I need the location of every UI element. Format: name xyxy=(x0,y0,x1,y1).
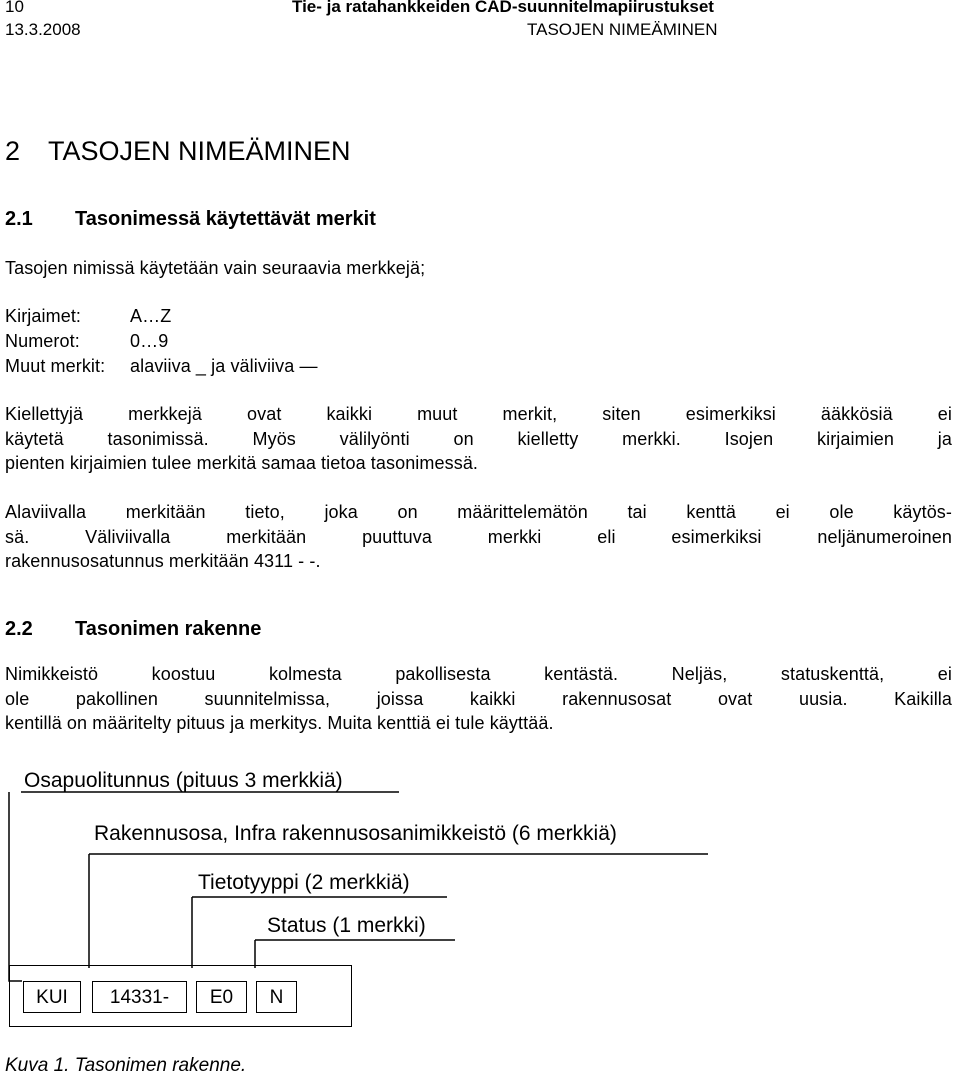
section-number: 2.1 xyxy=(5,208,33,230)
chapter-title: TASOJEN NIMEÄMINEN xyxy=(48,136,351,166)
paragraph-line: Alaviivalla merkitään tieto, joka on määrittelemätön tai kenttä ei ole käytös- xyxy=(5,502,952,522)
paragraph-line: rakennusosatunnus merkitään 4311 - -. xyxy=(5,551,321,571)
field-building-component: 14331- xyxy=(92,981,187,1013)
section-title: Tasonimen rakenne xyxy=(75,618,262,640)
paragraph-line: sä. Väliviivalla merkitään puuttuva merkki eli esimerkiksi neljänumeroinen xyxy=(5,527,952,547)
chars-value-letters: A…Z xyxy=(130,306,172,326)
figure-caption: Kuva 1. Tasonimen rakenne. xyxy=(5,1055,247,1076)
section-title: Tasonimessä käytettävät merkit xyxy=(75,208,376,230)
label-building-component: Rakennusosa, Infra rakennusosanimikkeistö (6 merkkiä) xyxy=(94,822,617,845)
chapter-number: 2 xyxy=(5,136,21,166)
paragraph-line: pienten kirjaimien tulee merkitä samaa tietoa tasonimessä. xyxy=(5,453,479,473)
header-section-title: TASOJEN NIMEÄMINEN xyxy=(527,20,718,39)
chars-label-numbers: Numerot: xyxy=(5,331,80,351)
field-status: N xyxy=(256,981,297,1013)
paragraph-line: ole pakollinen suunnitelmissa, joissa kaikki rakennusosat ovat uusia. Kaikilla xyxy=(5,689,952,709)
paragraph-line: Kiellettyjä merkkejä ovat kaikki muut merkit, siten esimerkiksi ääkkösiä ei xyxy=(5,404,952,424)
chars-value-other: alaviiva _ ja väliviiva — xyxy=(130,356,318,376)
header-date: 13.3.2008 xyxy=(5,20,81,39)
label-data-type: Tietotyyppi (2 merkkiä) xyxy=(198,871,410,894)
label-status: Status (1 merkki) xyxy=(267,914,426,937)
section-intro: Tasojen nimissä käytetään vain seuraavia merkkejä; xyxy=(5,258,426,278)
page-number: 10 xyxy=(5,0,24,16)
field-party-code: KUI xyxy=(23,981,81,1013)
paragraph-line: kentillä on määritelty pituus ja merkitys. Muita kenttiä ei tule käyttää. xyxy=(5,713,554,733)
chars-label-letters: Kirjaimet: xyxy=(5,306,82,326)
label-party-code: Osapuolitunnus (pituus 3 merkkiä) xyxy=(24,769,343,792)
section-number: 2.2 xyxy=(5,618,33,640)
field-data-type: E0 xyxy=(196,981,247,1013)
paragraph-line: Nimikkeistö koostuu kolmesta pakollisesta kentästä. Neljäs, statuskenttä, ei xyxy=(5,664,952,684)
document-title: Tie- ja ratahankkeiden CAD-suunnitelmapiirustukset xyxy=(292,0,714,16)
connector-line-party xyxy=(9,792,22,981)
chars-label-other: Muut merkit: xyxy=(5,356,106,376)
chars-value-numbers: 0…9 xyxy=(130,331,169,351)
paragraph-line: käytetä tasonimissä. Myös välilyönti on kielletty merkki. Isojen kirjaimien ja xyxy=(5,429,952,449)
